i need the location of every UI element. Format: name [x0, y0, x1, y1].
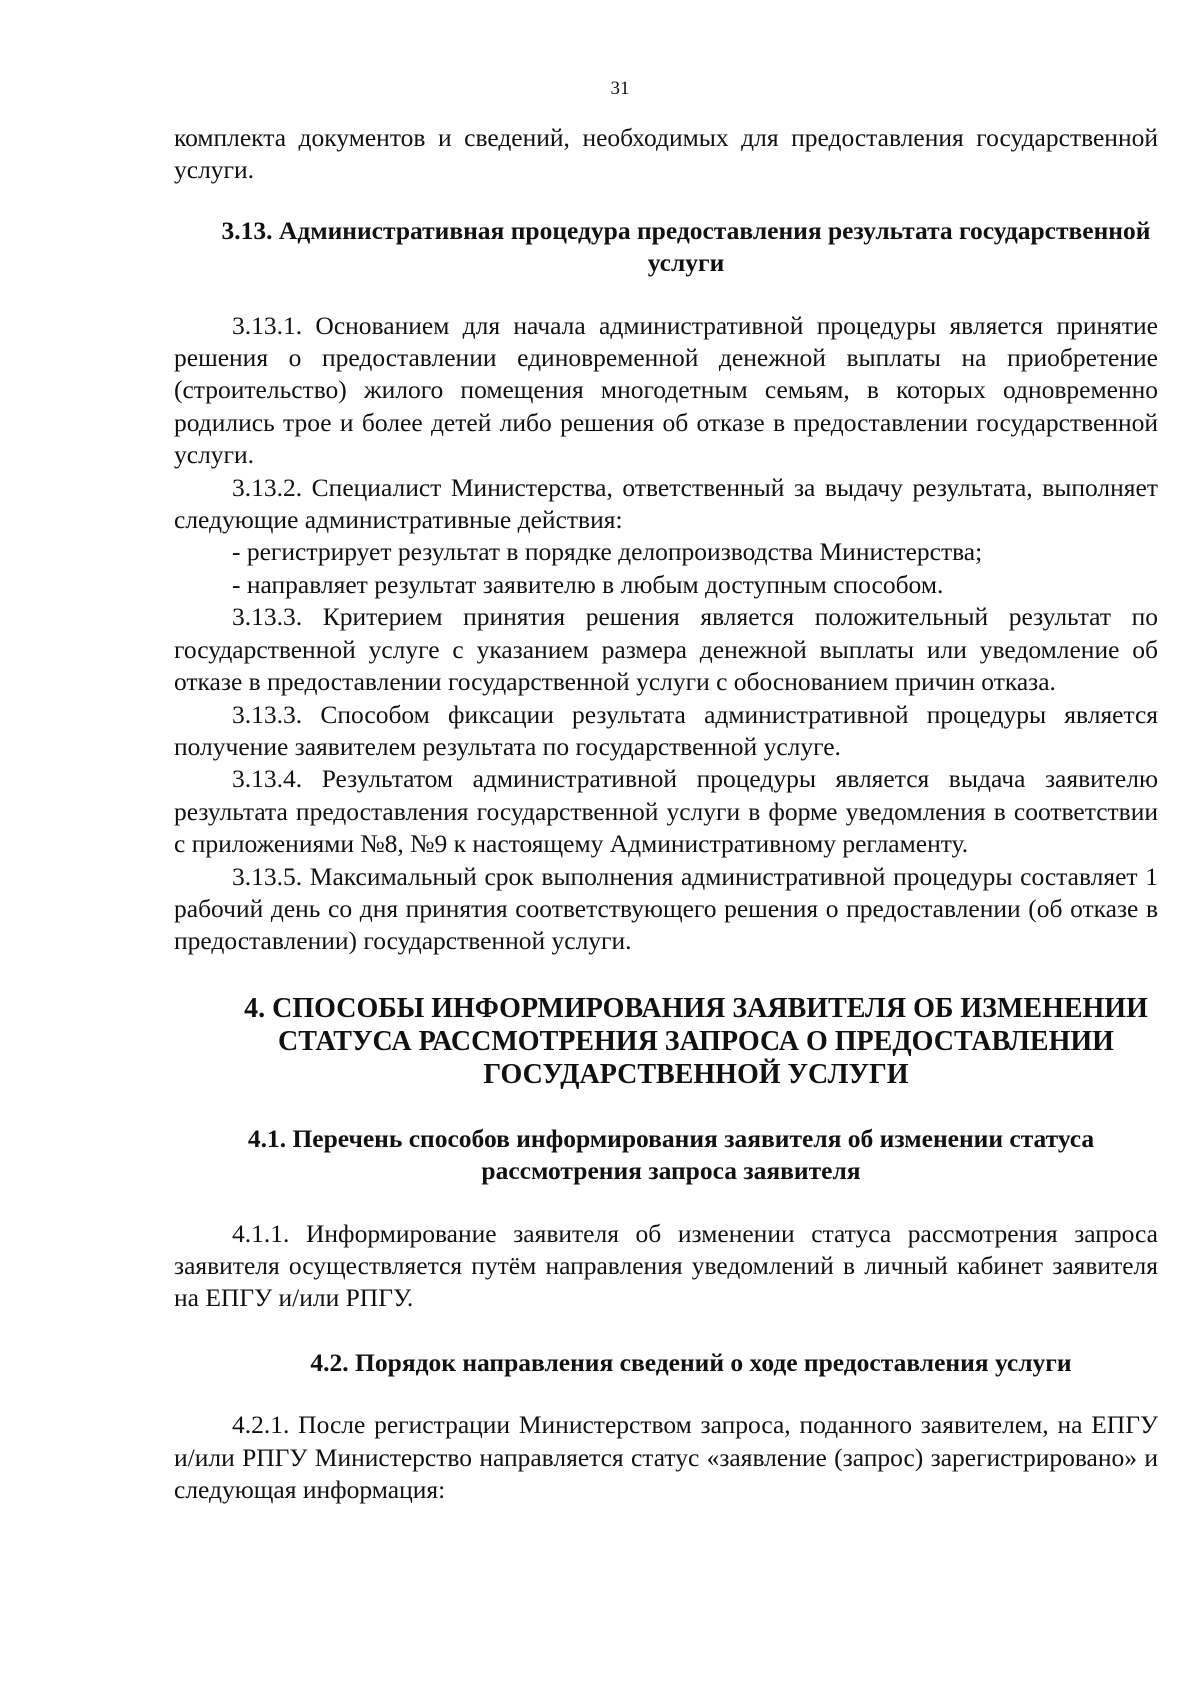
- paragraph-3-13-1: 3.13.1. Основанием для начала административной процедуры является принятие решения о предоставлении единовременной денежной выплаты на приобретение (строительство) жилого помещения многодетным семьям, в которых одновременно родились трое и более детей либо решения об отказе в предоставлении государственной услуги.: [174, 310, 1158, 470]
- page-number: 31: [610, 78, 630, 99]
- paragraph-4-2-1: 4.2.1. После регистрации Министерством запроса, поданного заявителем, на ЕПГУ и/или РПГУ Министерство направляется статус «заявление (запрос) зарегистрировано» и следующая информация:: [174, 1410, 1158, 1504]
- paragraph-3-13-3-fixation: 3.13.3. Способом фиксации результата административной процедуры является получение заявителем результата по государственной услуге.: [174, 699, 1158, 761]
- document-body: [174, 122, 1158, 1506]
- heading-section-4: 4. СПОСОБЫ ИНФОРМИРОВАНИЯ ЗАЯВИТЕЛЯ ОБ ИЗМЕНЕНИИ СТАТУСА РАССМОТРЕНИЯ ЗАПРОСА О ПРЕДОСТАВЛЕНИИ ГОСУДАРСТВЕННОЙ УСЛУГИ: [244, 992, 1148, 1090]
- paragraph-3-13-3-criterion: 3.13.3. Критерием принятия решения является положительный результат по государственной услуге с указанием размера денежной выплаты или уведомление об отказе в предоставлении государственной услуги с обоснованием причин отказа.: [174, 602, 1158, 697]
- paragraph-4-1-1: 4.1.1. Информирование заявителя об изменении статуса рассмотрения запроса заявителя осуществляется путём направления уведомлений в личный кабинет заявителя на ЕПГУ и/или РПГУ.: [174, 1218, 1158, 1313]
- paragraph-intro: комплекта документов и сведений, необходимых для предоставления государственной услуги.: [174, 123, 1158, 185]
- paragraph-3-13-2: 3.13.2. Специалист Министерства, ответственный за выдачу результата, выполняет следующие административные действия:: [174, 472, 1158, 535]
- heading-4-2: 4.2. Порядок направления сведений о ходе предоставления услуги: [310, 1347, 1072, 1377]
- paragraph-3-13-4: 3.13.4. Результатом административной процедуры является выдача заявителю результата предоставления государственной услуги в форме уведомления в соответствии с приложениями №8, №9 к настоящему Административному регламенту.: [174, 764, 1158, 859]
- heading-3-13: 3.13. Административная процедура предоставления результата государственной услуги: [221, 215, 1151, 278]
- list-item-register: - регистрирует результат в порядке делопроизводства Министерства;: [232, 537, 983, 567]
- paragraph-3-13-5: 3.13.5. Максимальный срок выполнения административной процедуры составляет 1 рабочий день со дня принятия соответствующего решения о предоставлении (об отказе в предоставлении) государственной услуги.: [174, 861, 1158, 956]
- list-item-send: - направляет результат заявителю в любым доступным способом.: [232, 569, 944, 599]
- heading-4-1: 4.1. Перечень способов информирования заявителя об изменении статуса рассмотрения запроса заявителя: [247, 1123, 1095, 1186]
